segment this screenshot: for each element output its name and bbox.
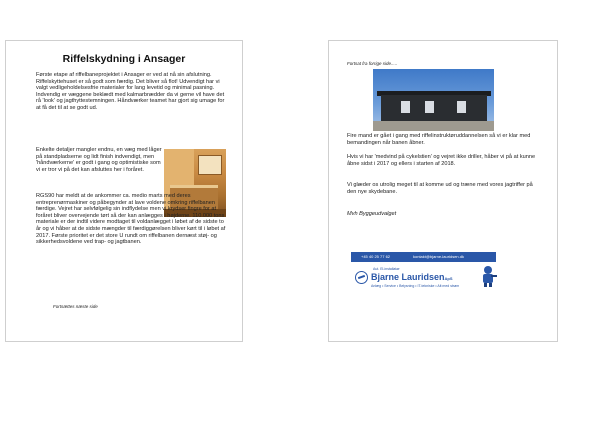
ad-brand-suffix: ApS: [444, 276, 453, 281]
ad-services: Anlæg • Service • Belysning • IT-tekniske • Alt med strøm: [371, 284, 460, 288]
ad-email: kontakt@bjarne-lauridsen.dk: [413, 254, 464, 259]
right-page: [328, 40, 558, 342]
article-title: Riffelskydning i Ansager: [62, 53, 186, 65]
right-paragraph-2: Hvis vi har 'medvind på cykelstien' og vejret ikke driller, håber vi på at kunne åbne sidst i 2017 og ellers i starten af 2018.: [347, 154, 536, 167]
left-page: [5, 40, 243, 342]
ad-brand-name: [371, 272, 453, 282]
signature: Mvh Byggeudvalget: [347, 211, 397, 217]
building-photo: [373, 69, 494, 131]
ad-tagline: Aut. El-installatør: [373, 267, 400, 271]
right-paragraph-1: Fire mand er gået i gang med riffelinstruktøruddannelsen så vi er klar med bemandingen når banen åbner.: [347, 133, 531, 146]
continued-next-page: Fortsættes næste side: [53, 304, 98, 309]
lightning-logo-icon: [355, 271, 368, 284]
left-paragraph-3: RGS90 har meldt at de ankommer ca. medio marts med deres entreprenørmaskiner og påbegynder at lave voldene omkring riffelbanen færdige. Vejret har selvfølgelig sin indflydelse men vi krydser fingre for at foråret bliver overvejende tørt så der kan anlægges i højderne. 110.000 tons materiale er der indtil videre modtaget til voldanlægget i løbet af de sidste to år og vi håber at de sidste mængder til færdiggørelsen bliver kørt til i løbet af 2017. Første prioritet er det store U rundt om riffelbanen dernæst støj- og sikkerhedsvoldene ved trap- og jagtbanen.: [36, 193, 226, 246]
ad-brand: Bjarne Lauridsen: [371, 272, 445, 282]
continued-from-previous: Fortsat fra forrige side.....: [347, 61, 398, 66]
electrician-mascot-icon: [479, 265, 497, 287]
left-paragraph-1: Første etape af riffelbaneprojektet i Ansager er ved at nå sin afslutning. Riffelskyttehuset er så godt som færdig. Det bliver så flot! Udvendigt har vi valgt vedligeholdelsesfrie materialer for lang levetid og minimal pasning. Indvendig er væggene beklædt med kalmarbrædder da vi gerne vil have det rå 'look' og jagthyttestemningen. Håndværker teamet har gjort sig umage for at få det til at se godt ud.: [36, 72, 225, 111]
right-paragraph-3: Vi glæder os utrolig meget til at komme ud og træne med vores jagtriffer på den nye skydebane.: [347, 182, 533, 195]
ad-contact-bar: [351, 252, 496, 262]
left-paragraph-2: Enkelte detaljer mangler endnu, en væg med låger på standpladserne og lidt finish indvendigt, men 'håndværkerne' er godt i gang og optimistiske som vi er tror vi på det kan afsluttes her i foråret.: [36, 147, 162, 173]
ad-phone: +45 40 25 77 62: [361, 254, 391, 259]
